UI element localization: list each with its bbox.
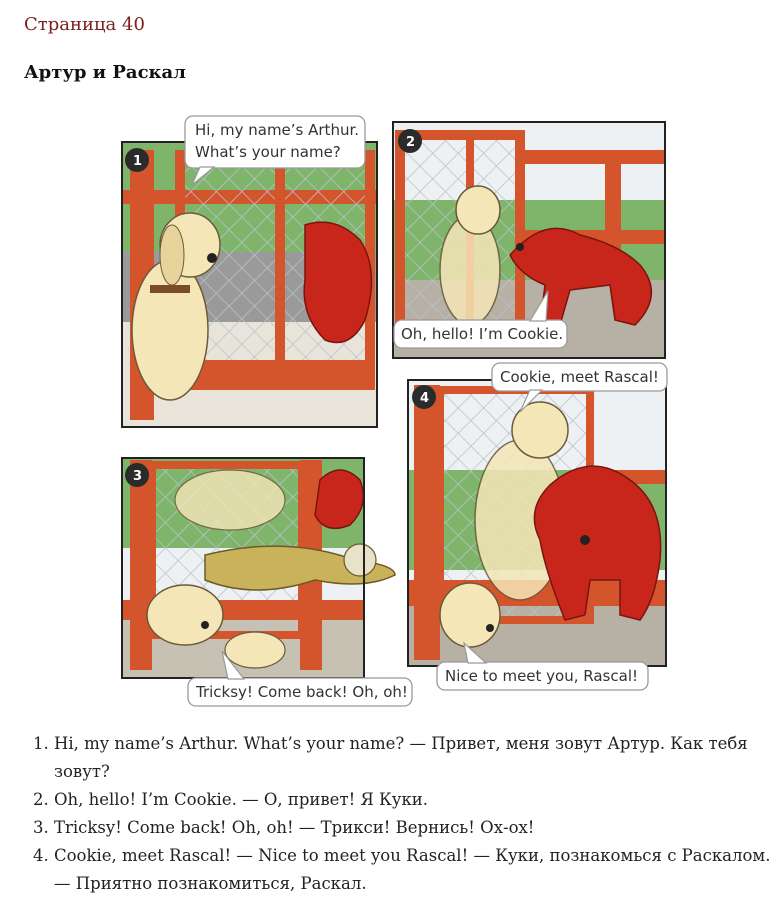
translation-item: 2. Oh, hello! I’m Cookie. — О, привет! Я Куки. <box>54 786 783 814</box>
comic-panel-4 <box>408 380 666 666</box>
bubble-meet-rascal-text: Cookie, meet Rascal! <box>500 368 659 386</box>
panel-4-number: 4 <box>420 391 430 406</box>
panel-2-number: 2 <box>406 135 416 150</box>
translation-item: 4. Cookie, meet Rascal! — Nice to meet you Rascal! — Куки, познакомься с Раскалом. — Приятно познакомиться, Раскал. <box>54 842 783 898</box>
translation-list <box>24 730 783 898</box>
bubble-arthur-line-2: What’s your name? <box>195 143 341 161</box>
bubble-arthur-line-1: Hi, my name’s Arthur. <box>195 121 360 139</box>
translation-item: 3. Tricksy! Come back! Oh, oh! — Трикси! Вернись! Ох-ох! <box>54 814 783 842</box>
page-link[interactable]: Страница 40 <box>24 14 145 35</box>
panel-1-number: 1 <box>133 154 143 169</box>
panel-3-number: 3 <box>133 469 143 484</box>
comic-panel-1 <box>122 142 377 427</box>
bubble-tricksy-text: Tricksy! Come back! Oh, oh! <box>196 683 408 701</box>
comic-panel-3 <box>122 458 395 678</box>
translation-item: 1. Hi, my name’s Arthur. What’s your name? — Привет, меня зовут Артур. Как тебя зовут? <box>54 730 783 786</box>
bubble-cookie-text: Oh, hello! I’m Cookie. <box>401 325 564 343</box>
page-title: Артур и Раскал <box>24 62 186 83</box>
bubble-nice-to-meet-text: Nice to meet you, Rascal! <box>445 667 638 685</box>
